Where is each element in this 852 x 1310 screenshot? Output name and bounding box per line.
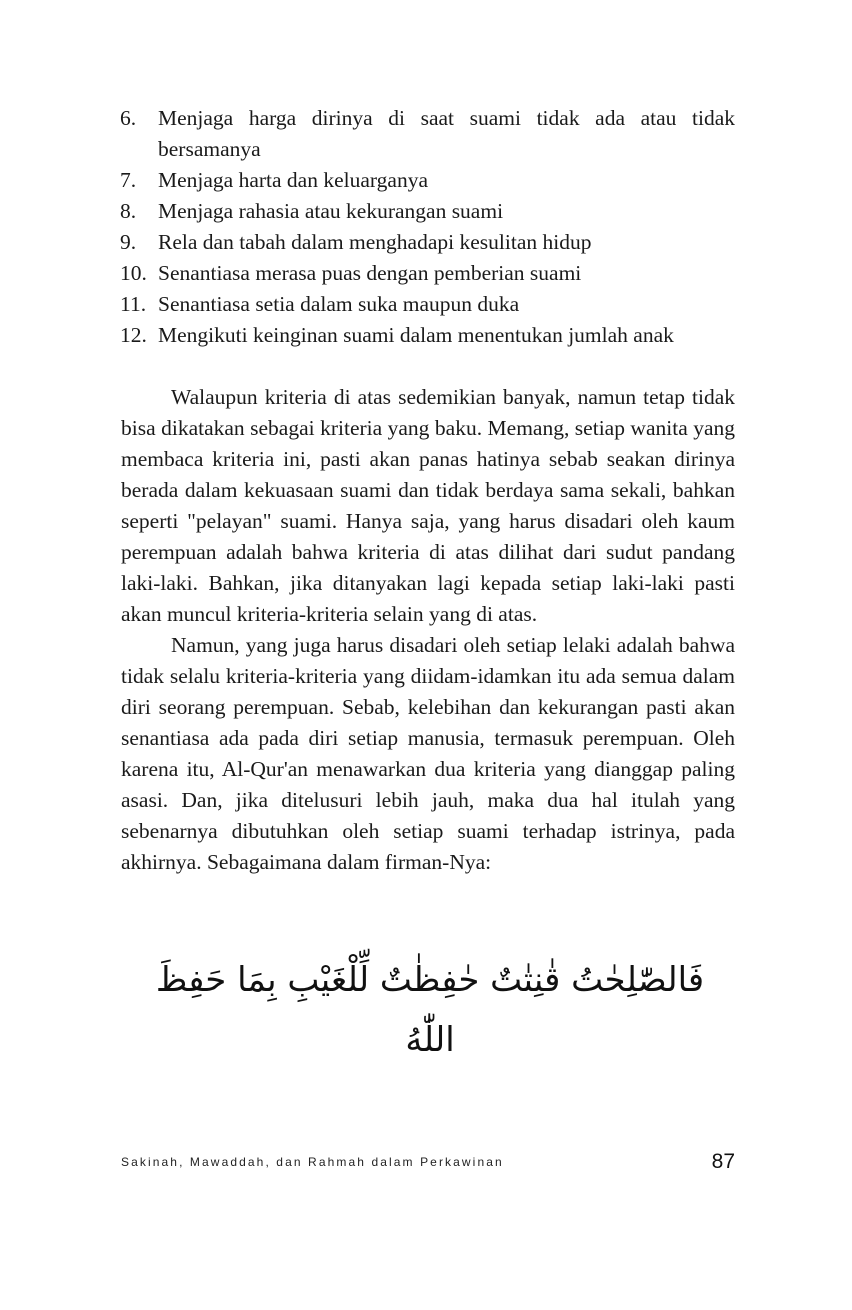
list-item-text: Senantiasa setia dalam suka maupun duka (158, 292, 520, 316)
list-item (120, 320, 735, 351)
list-item-text: Senantiasa merasa puas dengan pemberian suami (158, 261, 582, 285)
body-text (121, 382, 735, 878)
list-item (120, 165, 735, 196)
list-item-number: 8. (120, 199, 137, 223)
page-number: 87 (711, 1150, 735, 1173)
list-item-number: 6. (120, 106, 137, 130)
list-item (120, 258, 735, 289)
list-item (120, 227, 735, 258)
list-item-number: 12. (120, 323, 147, 347)
criteria-list (120, 103, 735, 351)
list-item-text: Menjaga rahasia atau kekurangan suami (158, 199, 504, 223)
list-item-text: Menjaga harga dirinya di saat suami tidak ada atau tidak bersamanya (158, 106, 735, 161)
quran-verse: فَالصّٰلِحٰتُ قٰنِتٰتٌ حٰفِظٰتٌ لِّلْغَيْبِ بِمَا حَفِظَ اللّٰهُ (155, 960, 705, 1060)
paragraph: Walaupun kriteria di atas sedemikian banyak, namun tetap tidak bisa dikatakan sebagai kriteria yang baku. Memang, setiap wanita yang membaca kriteria ini, pasti akan panas hatinya sebab seakan dirinya berada dalam kekuasaan suami dan tidak berdaya sama sekali, bahkan seperti "pelayan" suami. Hanya saja, yang harus disadari oleh kaum perempuan adalah bahwa kriteria di atas dilihat dari sudut pandang laki-laki. Bahkan, jika ditanyakan lagi kepada setiap laki-laki pasti akan muncul kriteria-kriteria selain yang di atas. (121, 385, 735, 626)
paragraph: Namun, yang juga harus disadari oleh setiap lelaki adalah bahwa tidak selalu kriteria-kriteria yang diidam-idamkan itu ada semua dalam diri seorang perempuan. Sebab, kelebihan dan kekurangan pasti akan senantiasa ada pada diri setiap manusia, termasuk perempuan. Oleh karena itu, Al-Qur'an menawarkan dua kriteria yang dianggap paling asasi. Dan, jika ditelusuri lebih jauh, maka dua hal itulah yang sebenarnya dibutuhkan oleh setiap suami terhadap istrinya, pada akhirnya. Sebagaimana dalam firman-Nya: (121, 633, 735, 874)
running-footer-title: Sakinah, Mawaddah, dan Rahmah dalam Perkawinan (121, 1155, 504, 1169)
list-item (120, 103, 735, 165)
list-item-text: Mengikuti keinginan suami dalam menentukan jumlah anak (158, 323, 674, 347)
list-item-number: 7. (120, 168, 137, 192)
list-item (120, 289, 735, 320)
list-item-number: 10. (120, 261, 147, 285)
list-item-number: 9. (120, 230, 137, 254)
list-item-text: Menjaga harta dan keluarganya (158, 168, 429, 192)
list-item (120, 196, 735, 227)
list-item-number: 11. (120, 292, 147, 316)
list-item-text: Rela dan tabah dalam menghadapi kesulitan hidup (158, 230, 592, 254)
